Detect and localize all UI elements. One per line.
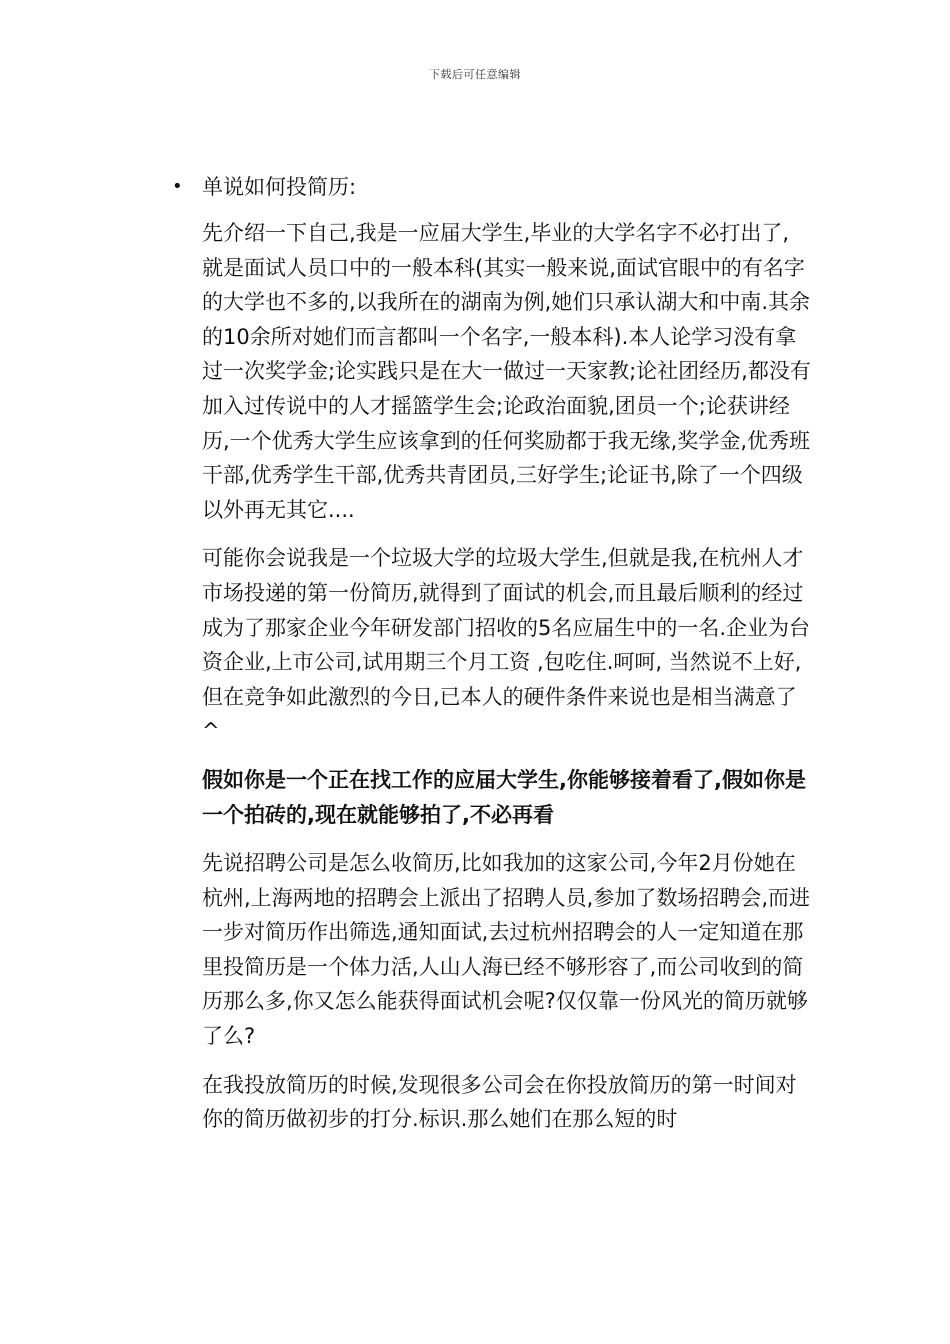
paragraph-bold-notice: 假如你是一个正在找工作的应届大学生,你能够接着看了,假如你是一个拍砖的,现在就能够拍了,不必再看 bbox=[202, 767, 806, 827]
paragraph-result: 可能你会说我是一个垃圾大学的垃圾大学生,但就是我,在杭州人才市场投递的第一份简历,就得到了面试的机会,而且最后顺利的经过成为了那家企业今年研发部门招收的5名应届生中的一名.企业为台资企业,上市公司,试用期三个月工资 ,包吃住.呵呵, 当然说不上好,但在竞争如此激烈的今日,已本人的硬件条件来说也是相当满意了^ bbox=[202, 546, 811, 744]
bullet-title: 单说如何投简历: bbox=[202, 175, 357, 199]
paragraph-intro: 先介绍一下自己,我是一应届大学生,毕业的大学名字不必打出了, 就是面试人员口中的一般本科(其实一般来说,面试官眼中的有名字的大学也不多的,以我所在的湖南为例,她们只承认湖大和中南.其余的10余所对她们而言都叫一个名字,一般本科).本人论学习没有拿过一次奖学金;论实践只是在大一做过一天家教;论社团经历,都没有加入过传说中的人才摇篮学生会;论政治面貌,团员一个;论获讲经历,一个优秀大学生应该拿到的任何奖励都于我无缘,奖学金,优秀班干部,优秀学生干部,优秀共青团员,三好学生;论证书,除了一个四级以外再无其它.... bbox=[202, 221, 811, 522]
paragraph-recruitment: 先说招聘公司是怎么收简历,比如我加的这家公司,今年2月份她在杭州,上海两地的招聘会上派出了招聘人员,参加了数场招聘会,而进一步对简历作出筛选,通知面试,去过杭州招聘会的人一定知道在那里投简历是一个体力活,人山人海已经不够形容了,而公司收到的简历那么多,你又怎么能获得面试机会呢?仅仅靠一份风光的简历就够了么? bbox=[202, 851, 811, 1049]
paragraph-submission: 在我投放简历的时候,发现很多公司会在你投放简历的第一时间对你的简历做初步的打分.标识.那么她们在那么短的时 bbox=[202, 1072, 797, 1132]
bullet-icon: • bbox=[172, 176, 183, 197]
document-body bbox=[172, 170, 812, 1151]
bullet-heading bbox=[172, 170, 812, 204]
page-header: 下载后可任意编辑 bbox=[429, 68, 521, 81]
